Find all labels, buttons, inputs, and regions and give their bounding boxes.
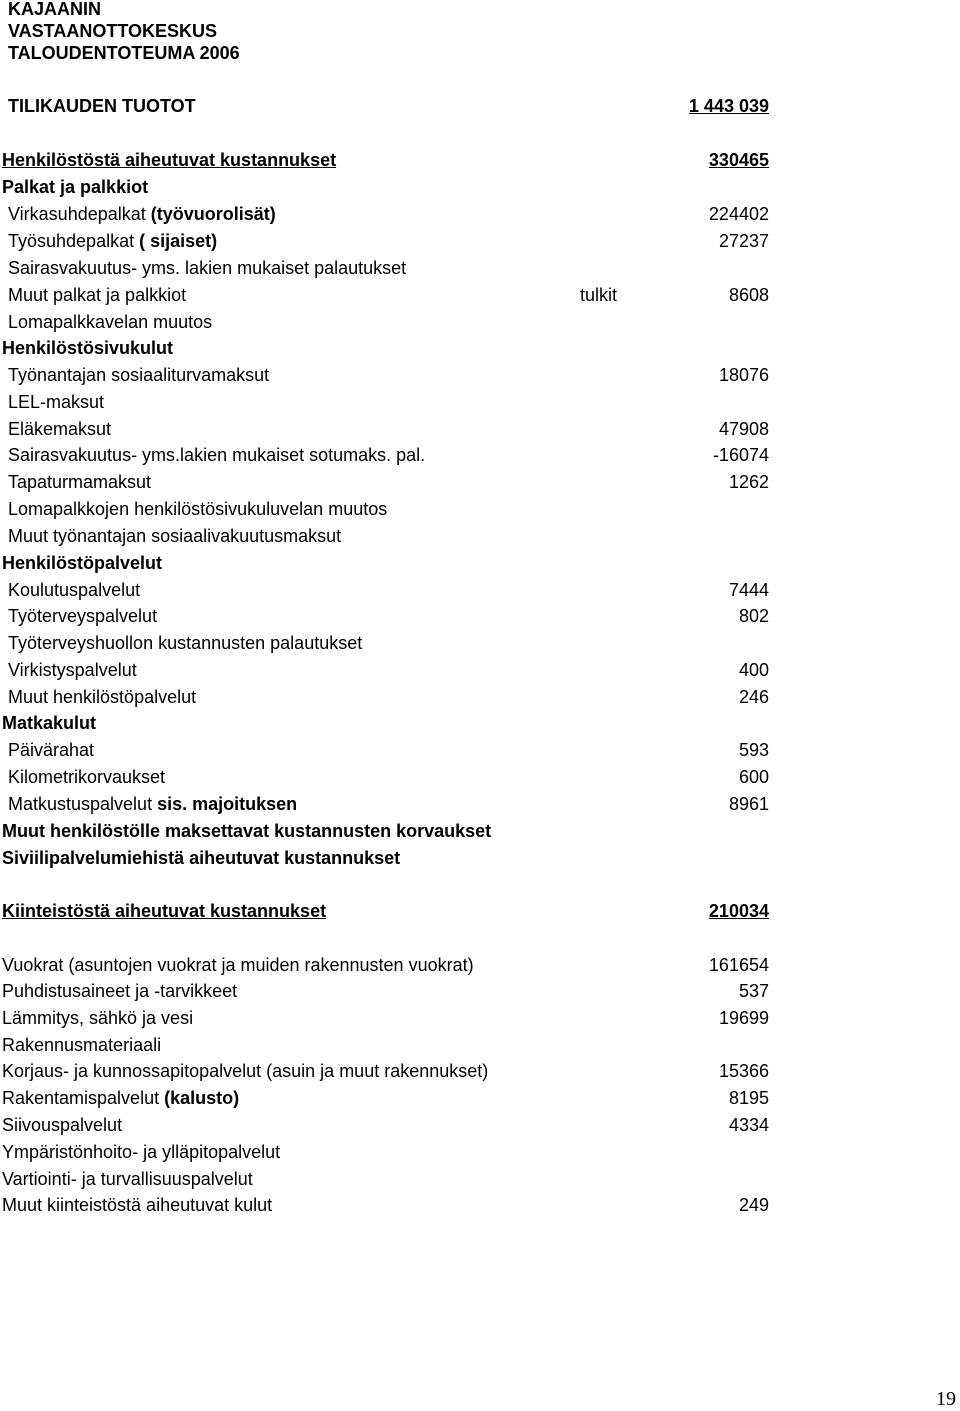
- group-label: Siviilipalvelumiehistä aiheutuvat kustannukset: [2, 848, 401, 868]
- group-row: [0, 550, 960, 577]
- org-name-line2: VASTAANOTTOKESKUS: [8, 21, 218, 41]
- line-item: [0, 1085, 960, 1112]
- line-value: -16074: [712, 445, 769, 465]
- group-row: [0, 335, 960, 362]
- line-label: Kilometrikorvaukset: [8, 767, 166, 787]
- line-value: 224402: [708, 204, 769, 224]
- line-label: Ympäristönhoito- ja ylläpitopalvelut: [2, 1142, 281, 1162]
- line-item: [0, 201, 960, 228]
- line-item: [0, 496, 960, 523]
- group-row: [0, 818, 960, 845]
- line-label: Sairasvakuutus- yms.lakien mukaiset sotumaks. pal.: [8, 445, 426, 465]
- report-title: TALOUDENTOTEUMA 2006: [8, 43, 240, 63]
- line-label: Siivouspalvelut: [2, 1115, 123, 1135]
- line-item: [0, 630, 960, 657]
- line-item: [0, 764, 960, 791]
- line-label: Sairasvakuutus- yms. lakien mukaiset palautukset: [8, 258, 407, 278]
- line-label: Muut palkat ja palkkiot: [8, 285, 187, 305]
- line-label: Lomapalkkojen henkilöstösivukuluvelan muutos: [8, 499, 388, 519]
- line-value: 15366: [718, 1061, 769, 1081]
- line-value: 19699: [718, 1008, 769, 1028]
- line-item: [0, 282, 960, 309]
- line-item: [0, 1192, 960, 1219]
- line-label: Virkasuhdepalkat (työvuorolisät): [8, 204, 276, 224]
- line-label: LEL-maksut: [8, 392, 105, 412]
- line-value: 8195: [728, 1088, 769, 1108]
- line-label: Rakennusmateriaali: [2, 1035, 162, 1055]
- line-item: [0, 1112, 960, 1139]
- group-label: Henkilöstösivukulut: [2, 338, 174, 358]
- section-title: Kiinteistöstä aiheutuvat kustannukset: [2, 901, 327, 921]
- line-label: Päivärahat: [8, 740, 95, 760]
- line-label: Eläkemaksut: [8, 419, 112, 439]
- income-value: 1 443 039: [688, 96, 769, 116]
- line-value: 537: [738, 981, 769, 1001]
- line-item: [0, 362, 960, 389]
- line-item: [0, 577, 960, 604]
- line-value: 7444: [728, 580, 769, 600]
- line-item: [0, 1139, 960, 1166]
- line-label: Puhdistusaineet ja -tarvikkeet: [2, 981, 238, 1001]
- group-label: Muut henkilöstölle maksettavat kustannusten korvaukset: [2, 821, 492, 841]
- line-label: Korjaus- ja kunnossapitopalvelut (asuin ja muut rakennukset): [2, 1061, 489, 1081]
- line-value: 161654: [708, 955, 769, 975]
- line-item: [0, 603, 960, 630]
- line-value: 18076: [718, 365, 769, 385]
- line-value: 593: [738, 740, 769, 760]
- section-total: 330465: [708, 150, 769, 170]
- group-row: [0, 710, 960, 737]
- line-value: 4334: [728, 1115, 769, 1135]
- line-label: Virkistyspalvelut: [8, 660, 137, 680]
- line-label: Rakentamispalvelut (kalusto): [2, 1088, 240, 1108]
- line-label: Lämmitys, sähkö ja vesi: [2, 1008, 194, 1028]
- group-label: Matkakulut: [2, 713, 97, 733]
- section-total: 210034: [708, 901, 769, 921]
- line-note: tulkit: [580, 285, 618, 305]
- line-label: Tapaturmamaksut: [8, 472, 152, 492]
- line-value: 246: [738, 687, 769, 707]
- line-item: [0, 442, 960, 469]
- section-title-row: [0, 898, 960, 925]
- income-row: [0, 93, 960, 120]
- group-label: Palkat ja palkkiot: [2, 177, 149, 197]
- line-item: [0, 1166, 960, 1193]
- line-label: Muut työnantajan sosiaalivakuutusmaksut: [8, 526, 342, 546]
- line-value: 47908: [718, 419, 769, 439]
- line-label: Muut kiinteistöstä aiheutuvat kulut: [2, 1195, 273, 1215]
- line-item: [0, 952, 960, 979]
- line-item: [0, 791, 960, 818]
- line-item: [0, 657, 960, 684]
- line-label: Työsuhdepalkat ( sijaiset): [8, 231, 218, 251]
- line-label: Matkustuspalvelut sis. majoituksen: [8, 794, 298, 814]
- line-item: [0, 255, 960, 282]
- line-label: Muut henkilöstöpalvelut: [8, 687, 197, 707]
- line-label: Vuokrat (asuntojen vuokrat ja muiden rakennusten vuokrat): [2, 955, 474, 975]
- line-label: Vartiointi- ja turvallisuuspalvelut: [2, 1169, 253, 1189]
- line-item: [0, 228, 960, 255]
- line-item: [0, 416, 960, 443]
- line-item: [0, 978, 960, 1005]
- line-value: 1262: [728, 472, 769, 492]
- line-value: 802: [738, 606, 769, 626]
- group-label: Henkilöstöpalvelut: [2, 553, 163, 573]
- line-item: [0, 1058, 960, 1085]
- group-row: [0, 174, 960, 201]
- line-value: 8961: [728, 794, 769, 814]
- page-number: 19: [936, 1388, 956, 1410]
- line-item: [0, 469, 960, 496]
- line-value: 400: [738, 660, 769, 680]
- section-title-row: [0, 147, 960, 174]
- line-value: 249: [738, 1195, 769, 1215]
- line-value: 600: [738, 767, 769, 787]
- line-label: Työnantajan sosiaaliturvamaksut: [8, 365, 270, 385]
- line-item: [0, 1005, 960, 1032]
- line-item: [0, 1032, 960, 1059]
- line-value: 8608: [728, 285, 769, 305]
- org-name-line1: KAJAANIN: [8, 0, 102, 19]
- line-item: [0, 389, 960, 416]
- line-item: [0, 684, 960, 711]
- line-item: [0, 309, 960, 336]
- line-value: 27237: [718, 231, 769, 251]
- line-label: Työterveyspalvelut: [8, 606, 158, 626]
- section-title: Henkilöstöstä aiheutuvat kustannukset: [2, 150, 337, 170]
- income-label: TILIKAUDEN TUOTOT: [8, 96, 196, 116]
- line-label: Lomapalkkavelan muutos: [8, 312, 213, 332]
- line-label: Työterveyshuollon kustannusten palautukset: [8, 633, 363, 653]
- group-row: [0, 845, 960, 872]
- line-label: Koulutuspalvelut: [8, 580, 141, 600]
- line-item: [0, 737, 960, 764]
- line-item: [0, 523, 960, 550]
